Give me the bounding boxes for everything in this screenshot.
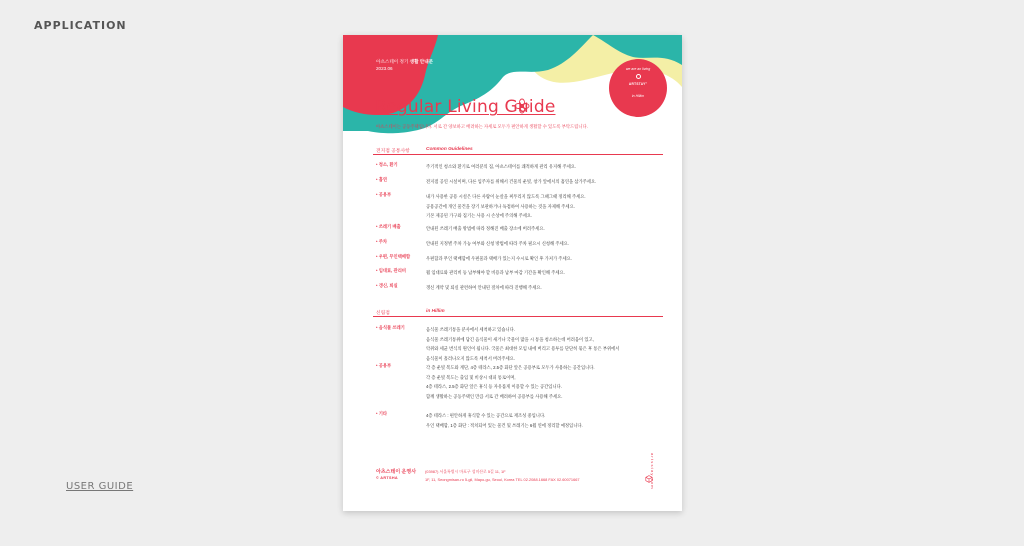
flower-icon: [514, 98, 530, 114]
common-row-text: [426, 177, 666, 187]
common-row-label: • 갱신, 퇴실: [376, 283, 398, 288]
footer-address: (03987) 서울특별시 마포구 성미산로 5길 11, 1F 1F, 11, Seongmisan-ro 5-gil, Mapo-gu, Seoul, Korea TEL 02.2088.1668 FAX 02.60071667: [425, 469, 580, 482]
common-row-label: • 공용부: [376, 192, 392, 197]
text-line: 함께 생활하는 공동주택인 만큼 서로 간 배려하여 공용부를 사용해 주세요.: [426, 393, 563, 399]
text-line: 월 임대료와 관리비 등 납부해야 할 비용과 납부 마감 기간을 확인해 주세요.: [426, 270, 565, 275]
text-line: 기본 제공된 가구와 집기는 사용 시 손상에 주의해 주세요.: [426, 213, 533, 219]
text-line: 공용공간에 개인 물건을 장기 보관하거나 독점하여 사용하는 것을 자제해 주세요.: [426, 203, 575, 209]
branch-row-label: • 기타: [376, 411, 387, 416]
branch-row-text: [426, 325, 666, 363]
text-line: 4층 테라스, 2.5층 화단 앞은 휴식 등 자유롭게 이용할 수 있는 공간입니다.: [426, 384, 562, 390]
text-line: 4층 테라스 : 편안하게 휴식할 수 있는 공간으로 재조성 중입니다.: [426, 413, 546, 418]
common-section-heading: 전지점 공통사항 Common Guidelines: [373, 147, 663, 155]
intro-text: 아츠스테이는 공동주택입니다. 서로 간 양보하고 배려하는 자세로 모두가 편안하게 생활할 수 있도록 부탁드립니다.: [376, 124, 588, 129]
text-line: 안내된 쓰레기 배출 방법에 따라 정해진 배출 장소에 버려주세요.: [426, 226, 545, 231]
text-line: 내가 사용한 공용 시설은 다른 사람이 눈살을 찌푸리지 않도록 그때그때 정리해 주세요.: [426, 194, 586, 199]
guide-sheet: [343, 35, 682, 511]
stamp-ring-icon: [636, 74, 641, 79]
header-subtitle: 아츠스테이 정기 생활 안내문 2023.06: [376, 59, 434, 71]
text-line: 음식물이 흘러나오지 않도록 세척서 버려주세요.: [426, 355, 515, 361]
common-row-text: [426, 268, 666, 278]
cube-icon: [645, 475, 653, 483]
text-line: 악취와 세균 번식의 원인이 됩니다. 국물은 최대한 모임 내에 버리고 용투를 단단히 묶은 후 통은 부위에서: [426, 346, 620, 352]
header-date: 2023.06: [376, 65, 393, 71]
text-line: 갱신 계약 및 퇴실 관련하여 안내된 절차에 따라 진행해 주세요.: [426, 285, 542, 290]
common-row-label: • 우편, 무인택배함: [376, 254, 411, 259]
brand-stamp: we are an living ARTSTAY° in Hillim: [609, 59, 667, 117]
branch-row-label: • 음식물 쓰레기: [376, 325, 405, 330]
common-row-text: [426, 162, 666, 172]
common-row-label: • 청소, 환기: [376, 162, 398, 167]
common-row-text: [426, 283, 666, 293]
common-row-label: • 흡연: [376, 177, 387, 182]
common-row-text: [426, 224, 666, 234]
user-guide-link[interactable]: USER GUIDE: [66, 481, 134, 492]
page-title: Regular Living Guide: [375, 97, 556, 117]
text-line: 우편함과 무인 택배함에 우편물과 택배가 있는지 수시로 확인 후 가져가 주세요.: [426, 256, 572, 261]
branch-row-label: • 공용부: [376, 363, 392, 368]
section-label: APPLICATION: [34, 19, 127, 32]
text-line: 전지점 공연 시설이며, 다른 입주자를 위해서 건물의 운빛, 창가 앞에서의 흡연을 삼가주세요.: [426, 179, 597, 184]
text-line: 안내된 지정별 주차 가능 여부와 신청 방법에 따라 주차 필요시 신청해 주세요.: [426, 241, 569, 246]
text-line: 우인 택배함, 1층 화단 : 적치되어 있는 물건 및 쓰레기는 6월 연에 정리할 예정입니다.: [426, 422, 583, 428]
common-row-text: [426, 192, 666, 221]
common-row-text: [426, 254, 666, 264]
branch-row-text: [426, 363, 666, 401]
text-line: 주기적인 청소와 환기로 여러분의 집, 아츠스테이를 쾌적하게 관리 유지해 주세요.: [426, 164, 577, 169]
common-row-label: • 임대료, 관리비: [376, 268, 406, 273]
common-row-label: • 쓰레기 배출: [376, 224, 401, 229]
text-line: 각 층 운빛 복도는 출입 및 비상시 대피 통로이며,: [426, 374, 516, 380]
branch-section-heading: 신림점 in Hillim: [373, 309, 663, 317]
branch-row-text: [426, 411, 666, 430]
website-url[interactable]: artsstay.com: [650, 453, 655, 490]
common-row-text: [426, 239, 666, 249]
footer-company: 아츠스테이 운영사: [376, 469, 417, 475]
text-line: 음식물 쓰레기통을 분사에서 세척하고 있습니다.: [426, 327, 515, 332]
footer-logo: © ARTSHA: [376, 476, 398, 480]
common-row-label: • 주차: [376, 239, 387, 244]
text-line: 음식물 쓰레기통위에 담긴 음식물이 새거나 국물이 많을 시 통을 청소하는데 어려움이 있고,: [426, 336, 594, 342]
text-line: 각 층 운빛 복도와 계단, 4층 테라스, 2.5층 화단 앞은 공용부로 모두가 사용하는 공간입니다.: [426, 365, 595, 370]
